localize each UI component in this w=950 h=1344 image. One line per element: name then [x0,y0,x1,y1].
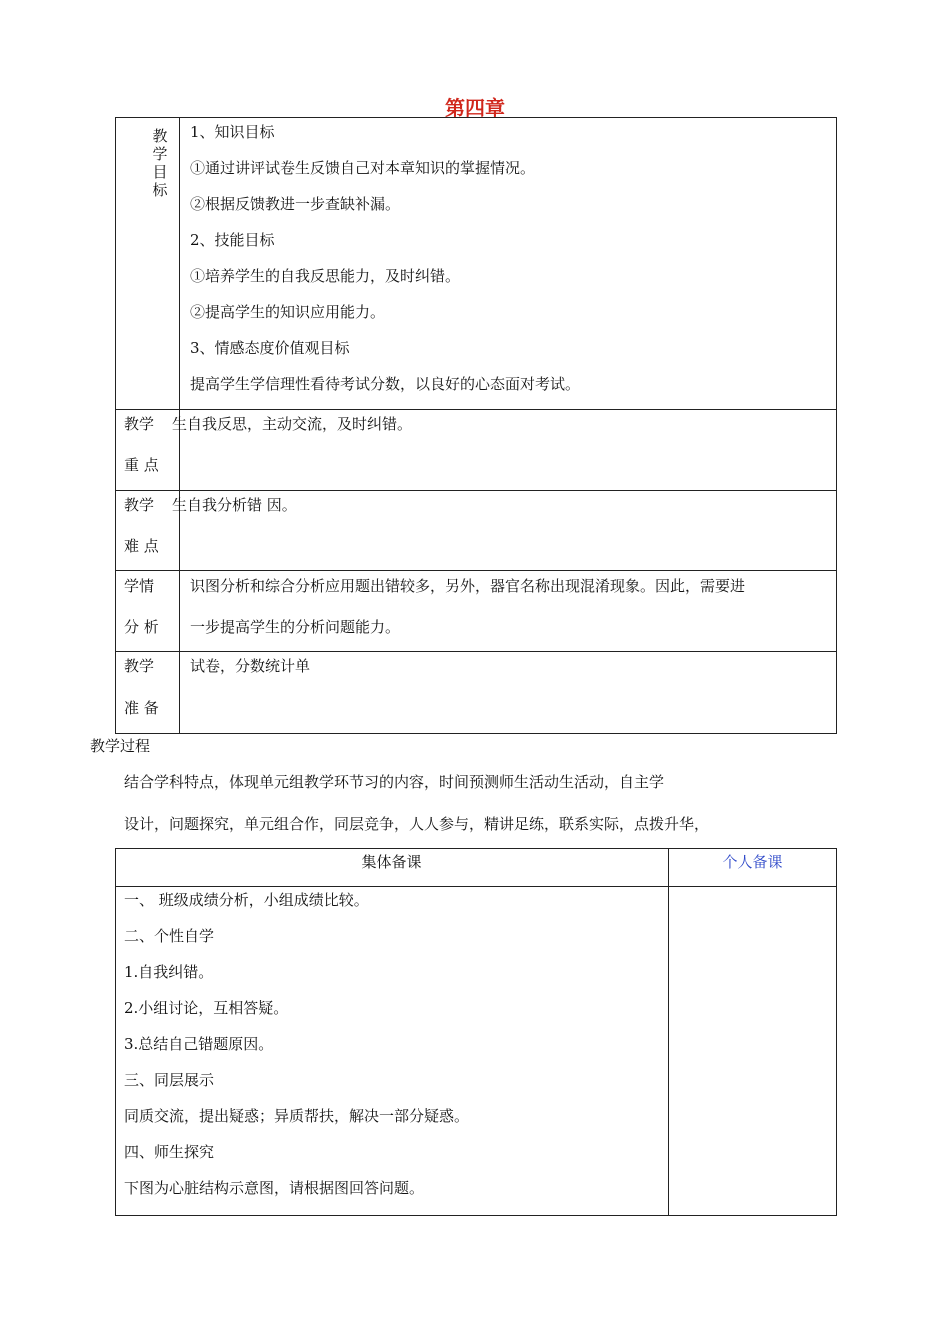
row-divider [115,490,837,491]
objective-line: ②提高学生的知识应用能力。 [190,303,386,321]
page-title: 第四章 [445,96,505,120]
row-divider [115,651,837,652]
prep-item: 同质交流，提出疑惑；异质帮扶，解决一部分疑惑。 [124,1107,470,1125]
prep-label-2: 准 备 [124,699,159,717]
prep-item: 二、个性自学 [124,927,215,945]
prep-item: 四、师生探究 [124,1143,215,1161]
prep-text: 试卷，分数统计单 [190,657,311,675]
key-points-label: 教学 [124,415,155,433]
process-text: 结合学科特点，体现单元组教学环节习的内容，时间预测师生活动生活动，自主学 [124,773,665,791]
row-divider [115,570,837,571]
column-divider [668,848,669,1216]
header-divider [115,886,837,887]
objective-line: 2、技能目标 [190,231,275,249]
analysis-label: 学情 [124,577,155,595]
objective-line: ②根据反馈教进一步查缺补漏。 [190,195,401,213]
prep-item: 1.自我纠错。 [124,963,214,981]
analysis-text: 识图分析和综合分析应用题出错较多，另外，器官名称出现混淆现象。因此，需要进 [190,577,746,595]
analysis-label-2: 分 析 [124,618,159,636]
prep-item: 三、同层展示 [124,1071,215,1089]
prep-item: 3.总结自己错题原因。 [124,1035,274,1053]
difficulties-label: 教学 [124,496,155,514]
process-label: 教学过程 [90,737,151,755]
prep-item: 2.小组讨论，互相答疑。 [124,999,289,1017]
row-divider [115,409,837,410]
prep-item: 一、 班级成绩分析，小组成绩比较。 [124,891,369,909]
key-points-text: 生自我反思，主动交流，及时纠错。 [172,415,413,433]
collective-prep-header: 集体备课 [361,853,422,871]
difficulties-label-2: 难 点 [124,537,159,555]
objective-line: 3、情感态度价值观目标 [190,339,350,357]
difficulties-text: 生自我分析错 因。 [172,496,297,514]
objectives-label: 教学目标 [152,127,168,199]
objective-line: 1、知识目标 [190,123,275,141]
objective-line: 提高学生学信理性看待考试分数，以良好的心态面对考试。 [190,375,581,393]
prep-label: 教学 [124,657,155,675]
key-points-label-2: 重 点 [124,456,159,474]
individual-prep-header: 个人备课 [722,853,783,871]
objective-line: ①通过讲评试卷生反馈自己对本章知识的掌握情况。 [190,159,536,177]
objective-line: ①培养学生的自我反思能力，及时纠错。 [190,267,461,285]
analysis-text: 一步提高学生的分析问题能力。 [190,618,401,636]
prep-item: 下图为心脏结构示意图，请根据图回答问题。 [124,1179,425,1197]
process-text: 设计，问题探究，单元组合作，同层竞争，人人参与，精讲足练，联系实际，点拨升华， [124,815,710,833]
